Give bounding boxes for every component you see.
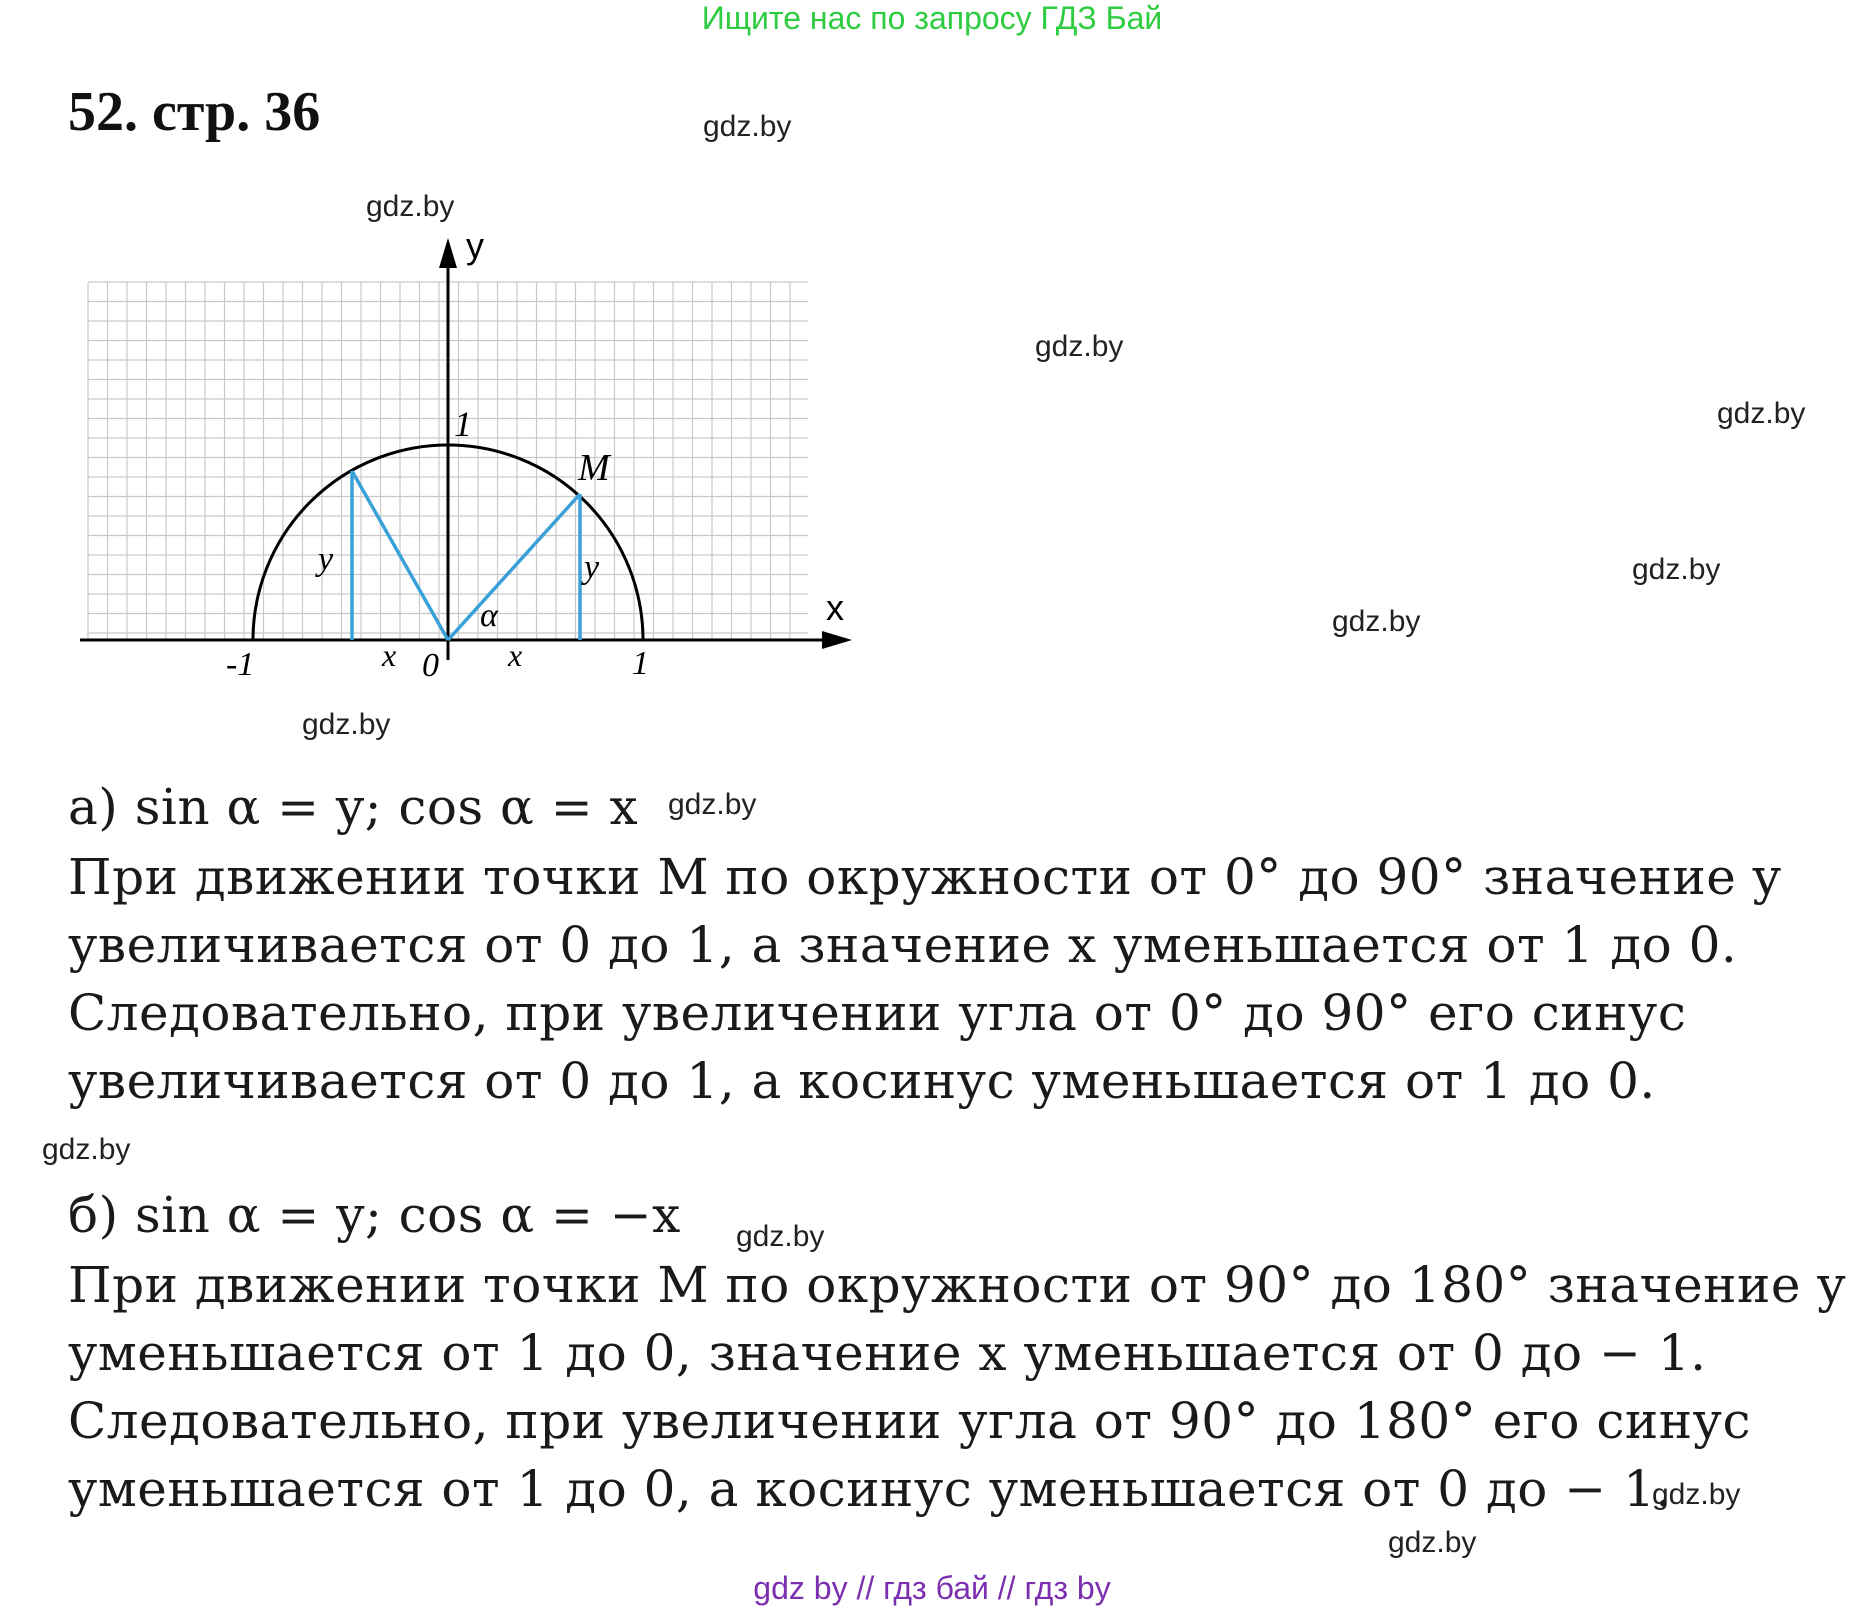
unit-circle-figure	[0, 0, 900, 720]
label-one-top: 1	[454, 404, 472, 444]
watermark: gdz.by	[1332, 605, 1421, 638]
watermark: gdz.by	[736, 1220, 825, 1253]
part-a-line-4: увеличивается от 0 до 1, а косинус уменьшается от 1 до 0.	[68, 1052, 1656, 1110]
part-a-line-2: увеличивается от 0 до 1, а значение x уменьшается от 1 до 0.	[68, 916, 1738, 974]
watermark: gdz.by	[302, 708, 391, 741]
part-a-formula: а) sin α = y; cos α = x	[68, 778, 639, 836]
watermark: gdz.by	[703, 110, 792, 143]
watermark: gdz.by	[668, 788, 757, 821]
x-axis-label: x	[826, 587, 844, 628]
part-b-line-3: Следовательно, при увеличении угла от 90° до 180° его синус	[68, 1392, 1751, 1450]
footer-links: gdz by // гдз бай // гдз by	[753, 1570, 1111, 1606]
label-y-left: y	[318, 541, 334, 578]
watermark: gdz.by	[1717, 397, 1806, 430]
part-a-line-1: При движении точки M по окружности от 0° до 90° значение y	[68, 848, 1782, 906]
label-x-right: x	[508, 637, 523, 673]
x-axis-arrow	[822, 631, 852, 649]
label-point-M: M	[578, 447, 610, 489]
label-zero: 0	[422, 647, 439, 684]
watermark: gdz.by	[1035, 330, 1124, 363]
part-b-line-4: уменьшается от 1 до 0, а косинус уменьшается от 0 до − 1.	[68, 1460, 1672, 1518]
part-b-formula: б) sin α = y; cos α = −x	[68, 1186, 681, 1244]
label-x-left: x	[382, 637, 397, 673]
watermark: gdz.by	[366, 190, 455, 223]
watermark: gdz.by	[1632, 553, 1721, 586]
label-minus-one: -1	[226, 646, 255, 683]
label-y-right: y	[584, 549, 600, 586]
exercise-title: 52. стр. 36	[68, 81, 321, 143]
watermark: gdz.by	[1652, 1478, 1741, 1511]
label-one-right: 1	[632, 645, 649, 682]
watermark: gdz.by	[42, 1133, 131, 1166]
part-b-line-2: уменьшается от 1 до 0, значение x уменьшается от 0 до − 1.	[68, 1324, 1707, 1382]
y-axis-arrow	[439, 238, 457, 268]
part-a-line-3: Следовательно, при увеличении угла от 0° до 90° его синус	[68, 984, 1687, 1042]
y-axis-label: y	[466, 225, 484, 266]
part-b-line-1: При движении точки M по окружности от 90° до 180° значение y	[68, 1256, 1847, 1314]
search-hint-banner: Ищите нас по запросу ГДЗ Бай	[701, 0, 1163, 36]
label-alpha: α	[480, 597, 498, 634]
watermark: gdz.by	[1388, 1526, 1477, 1559]
